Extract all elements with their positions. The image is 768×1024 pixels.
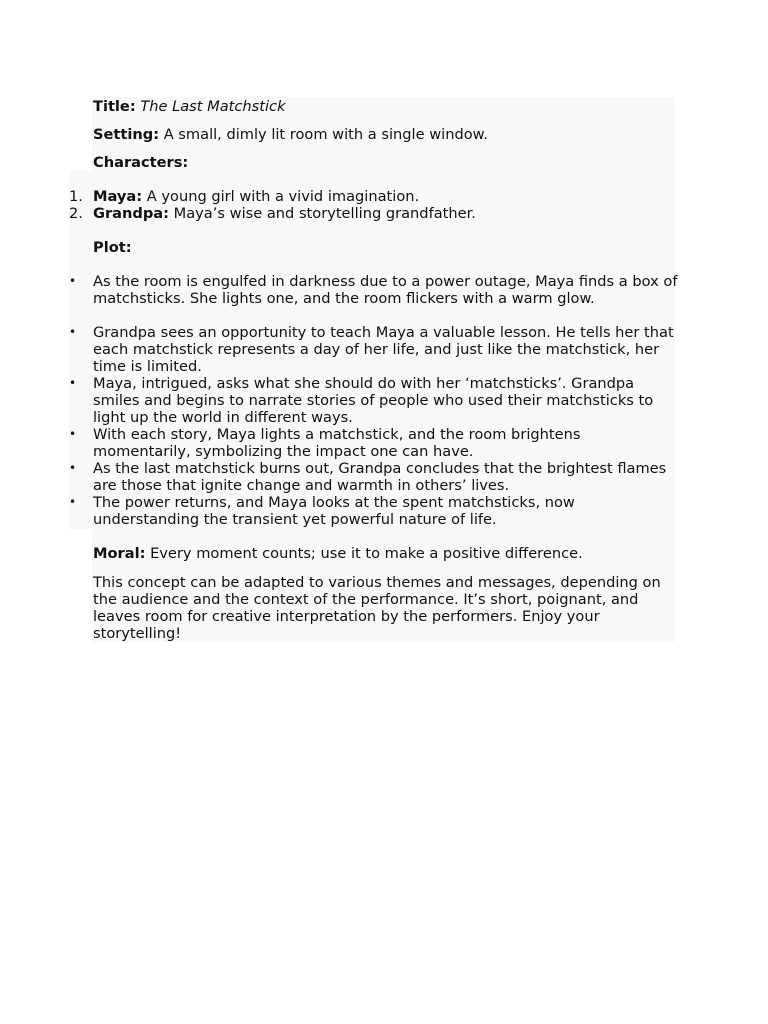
moral-value: Every moment counts; use it to make a positive difference. <box>150 545 583 562</box>
character-name: Grandpa: <box>93 205 169 222</box>
plot-heading: Plot: <box>93 239 132 256</box>
bullet-icon: • <box>69 325 77 339</box>
list-number: 2. <box>69 205 83 222</box>
list-number: 1. <box>69 188 83 205</box>
title-value: The Last Matchstick <box>140 98 286 115</box>
title-label: Title: <box>93 98 136 115</box>
setting-label: Setting: <box>93 126 160 143</box>
bullet-icon: • <box>69 427 77 441</box>
character-desc: A young girl with a vivid imagination. <box>146 188 420 205</box>
plot-item: Grandpa sees an opportunity to teach Maya a valuable lesson. He tells her that each matchstick represents a day of her life, and just like the matchstick, her time is limited. <box>93 324 674 375</box>
character-name: Maya: <box>93 188 143 205</box>
plot-item: As the last matchstick burns out, Grandpa concludes that the brightest flames are those that ignite change and warmth in others’ lives. <box>93 460 667 494</box>
bullet-icon: • <box>69 495 77 509</box>
setting-value: A small, dimly lit room with a single window. <box>163 126 488 143</box>
setting-line <box>93 126 488 143</box>
closing-paragraph: This concept can be adapted to various themes and messages, depending on the audience and the context of the performance. It’s short, poignant, and leaves room for creative interpretation by the performers. Enjoy your storytelling! <box>93 574 661 642</box>
bullet-icon: • <box>69 274 77 288</box>
character-item-grandpa <box>93 205 476 222</box>
character-desc: Maya’s wise and storytelling grandfather. <box>173 205 476 222</box>
moral-line <box>93 545 583 562</box>
bullet-icon: • <box>69 376 77 390</box>
title-line <box>93 98 286 115</box>
moral-label: Moral: <box>93 545 146 562</box>
plot-item: As the room is engulfed in darkness due to a power outage, Maya finds a box of matchsticks. She lights one, and the room flickers with a warm glow. <box>93 273 678 307</box>
characters-heading: Characters: <box>93 154 189 171</box>
plot-item: The power returns, and Maya looks at the spent matchsticks, now understanding the transient yet powerful nature of life. <box>93 494 575 528</box>
plot-item: Maya, intrigued, asks what she should do with her ‘matchsticks’. Grandpa smiles and begins to narrate stories of people who used their matchsticks to light up the world in different ways. <box>93 375 654 426</box>
plot-item: With each story, Maya lights a matchstick, and the room brightens momentarily, symbolizing the impact one can have. <box>93 426 581 460</box>
bullet-icon: • <box>69 461 77 475</box>
character-item-maya <box>93 188 419 205</box>
